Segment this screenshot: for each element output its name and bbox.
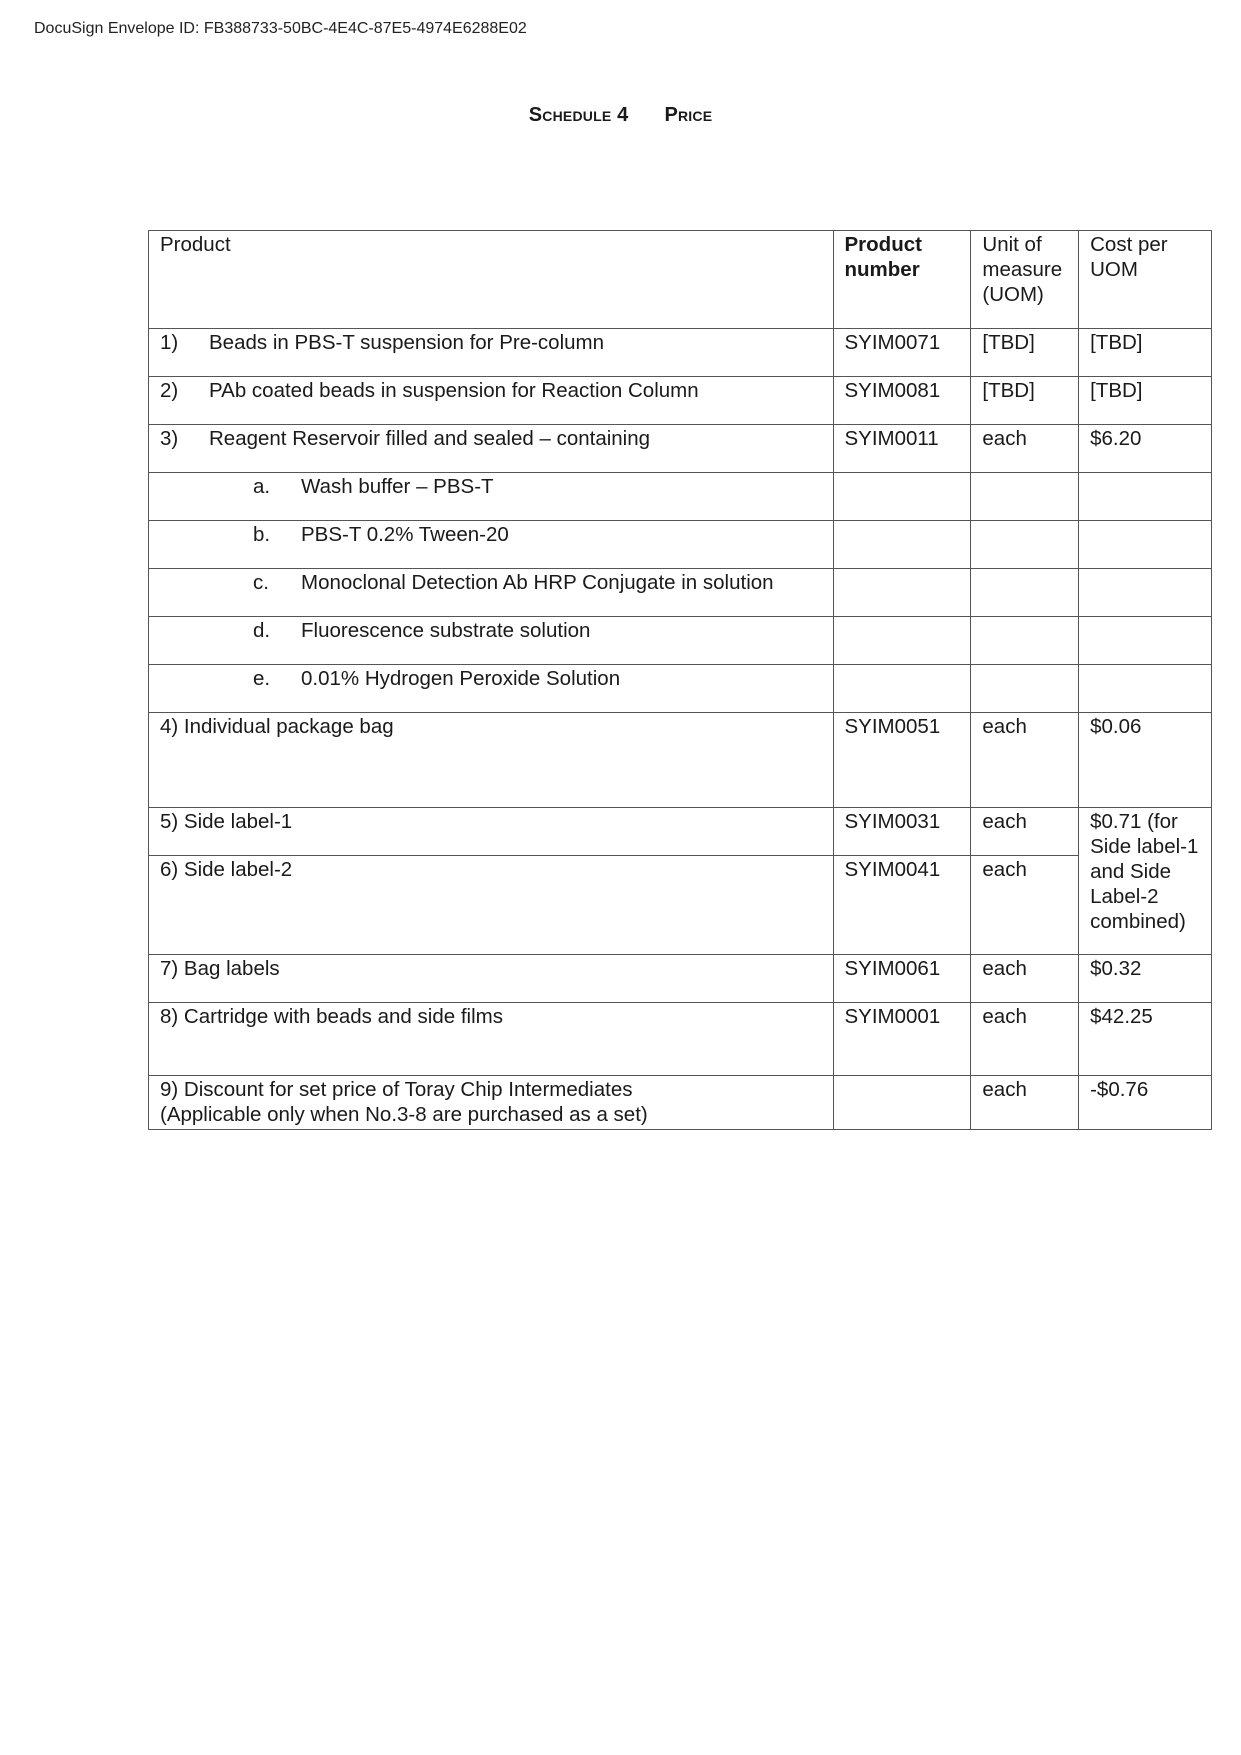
product-number-cell: SYIM0001 <box>833 1003 971 1076</box>
uom-cell <box>971 473 1079 521</box>
product-number-cell: SYIM0031 <box>833 808 971 856</box>
product-cell: 6) Side label-2 <box>149 856 834 955</box>
product-cell <box>149 425 834 473</box>
uom-cell: each <box>971 1076 1079 1130</box>
sub-item-letter: e. <box>253 667 271 690</box>
product-number-cell <box>833 1076 971 1130</box>
product-cell <box>149 1076 834 1130</box>
product-number-cell <box>833 521 971 569</box>
cost-cell <box>1079 617 1212 665</box>
product-number-cell: SYIM0011 <box>833 425 971 473</box>
item-name: PAb coated beads in suspension for Reaction Column <box>209 379 699 402</box>
item-number: 2) <box>160 379 179 402</box>
table-row <box>149 569 1212 617</box>
product-cell: 8) Cartridge with beads and side films <box>149 1003 834 1076</box>
cost-cell <box>1079 521 1212 569</box>
product-cell: 4) Individual package bag <box>149 713 834 808</box>
table-row <box>149 1076 1212 1130</box>
cost-cell: -$0.76 <box>1079 1076 1212 1130</box>
sub-item-letter: c. <box>253 571 269 594</box>
table-row <box>149 856 1212 955</box>
uom-cell: each <box>971 856 1079 955</box>
product-number-cell: SYIM0061 <box>833 955 971 1003</box>
table-row <box>149 473 1212 521</box>
table-row <box>149 329 1212 377</box>
product-cell <box>149 329 834 377</box>
discount-line: 9) Discount for set price of Toray Chip Intermediates <box>160 1078 633 1101</box>
uom-cell: each <box>971 955 1079 1003</box>
product-cell <box>149 617 834 665</box>
schedule-label: Schedule 4 <box>528 104 629 126</box>
uom-cell <box>971 665 1079 713</box>
table-row <box>149 808 1212 856</box>
table-row <box>149 713 1212 808</box>
table-row <box>149 425 1212 473</box>
item-name: Beads in PBS-T suspension for Pre-column <box>209 331 605 354</box>
page-title <box>0 104 1241 127</box>
table-row <box>149 1003 1212 1076</box>
item-number: 1) <box>160 331 179 354</box>
uom-cell: [TBD] <box>971 329 1079 377</box>
uom-cell: [TBD] <box>971 377 1079 425</box>
cost-cell: [TBD] <box>1079 377 1212 425</box>
uom-cell <box>971 521 1079 569</box>
product-number-cell: SYIM0041 <box>833 856 971 955</box>
product-number-cell <box>833 569 971 617</box>
table-row <box>149 617 1212 665</box>
product-cell <box>149 377 834 425</box>
table-row <box>149 377 1212 425</box>
product-number-cell: SYIM0071 <box>833 329 971 377</box>
uom-cell: each <box>971 808 1079 856</box>
table-header-row <box>149 231 1212 329</box>
table-row <box>149 955 1212 1003</box>
discount-note: (Applicable only when No.3-8 are purchased as a set) <box>160 1103 648 1126</box>
price-table <box>148 230 1212 1130</box>
header-product: Product <box>149 231 834 329</box>
product-cell <box>149 665 834 713</box>
table-row <box>149 665 1212 713</box>
sub-item-name: Fluorescence substrate solution <box>301 619 591 642</box>
product-cell <box>149 473 834 521</box>
cost-cell-combined: $0.71 (for Side label-1 and Side Label-2 combined) <box>1079 808 1212 955</box>
cost-cell: $6.20 <box>1079 425 1212 473</box>
header-uom: Unit of measure (UOM) <box>971 231 1079 329</box>
cost-cell: $0.06 <box>1079 713 1212 808</box>
product-cell <box>149 569 834 617</box>
cost-cell <box>1079 473 1212 521</box>
item-number: 3) <box>160 427 179 450</box>
product-cell: 5) Side label-1 <box>149 808 834 856</box>
envelope-id: DocuSign Envelope ID: FB388733-50BC-4E4C-87E5-4974E6288E02 <box>34 20 527 37</box>
product-cell: 7) Bag labels <box>149 955 834 1003</box>
product-number-cell <box>833 665 971 713</box>
product-number-cell <box>833 473 971 521</box>
sub-item-letter: a. <box>253 475 271 498</box>
cost-cell: $42.25 <box>1079 1003 1212 1076</box>
table-row <box>149 521 1212 569</box>
product-number-cell <box>833 617 971 665</box>
uom-cell: each <box>971 425 1079 473</box>
uom-cell: each <box>971 713 1079 808</box>
cost-cell: [TBD] <box>1079 329 1212 377</box>
sub-item-letter: b. <box>253 523 271 546</box>
product-number-cell: SYIM0081 <box>833 377 971 425</box>
sub-item-letter: d. <box>253 619 271 642</box>
sub-item-name: Monoclonal Detection Ab HRP Conjugate in solution <box>301 571 774 594</box>
header-cost: Cost per UOM <box>1079 231 1212 329</box>
cost-cell <box>1079 665 1212 713</box>
item-name: Reagent Reservoir filled and sealed – containing <box>209 427 651 450</box>
sub-item-name: 0.01% Hydrogen Peroxide Solution <box>301 667 621 690</box>
sub-item-name: PBS-T 0.2% Tween-20 <box>301 523 509 546</box>
product-number-cell: SYIM0051 <box>833 713 971 808</box>
uom-cell <box>971 569 1079 617</box>
product-cell <box>149 521 834 569</box>
cost-cell: $0.32 <box>1079 955 1212 1003</box>
sub-item-name: Wash buffer – PBS-T <box>301 475 494 498</box>
uom-cell <box>971 617 1079 665</box>
schedule-heading: Price <box>664 104 713 126</box>
uom-cell: each <box>971 1003 1079 1076</box>
header-product-number: Product number <box>833 231 971 329</box>
cost-cell <box>1079 569 1212 617</box>
